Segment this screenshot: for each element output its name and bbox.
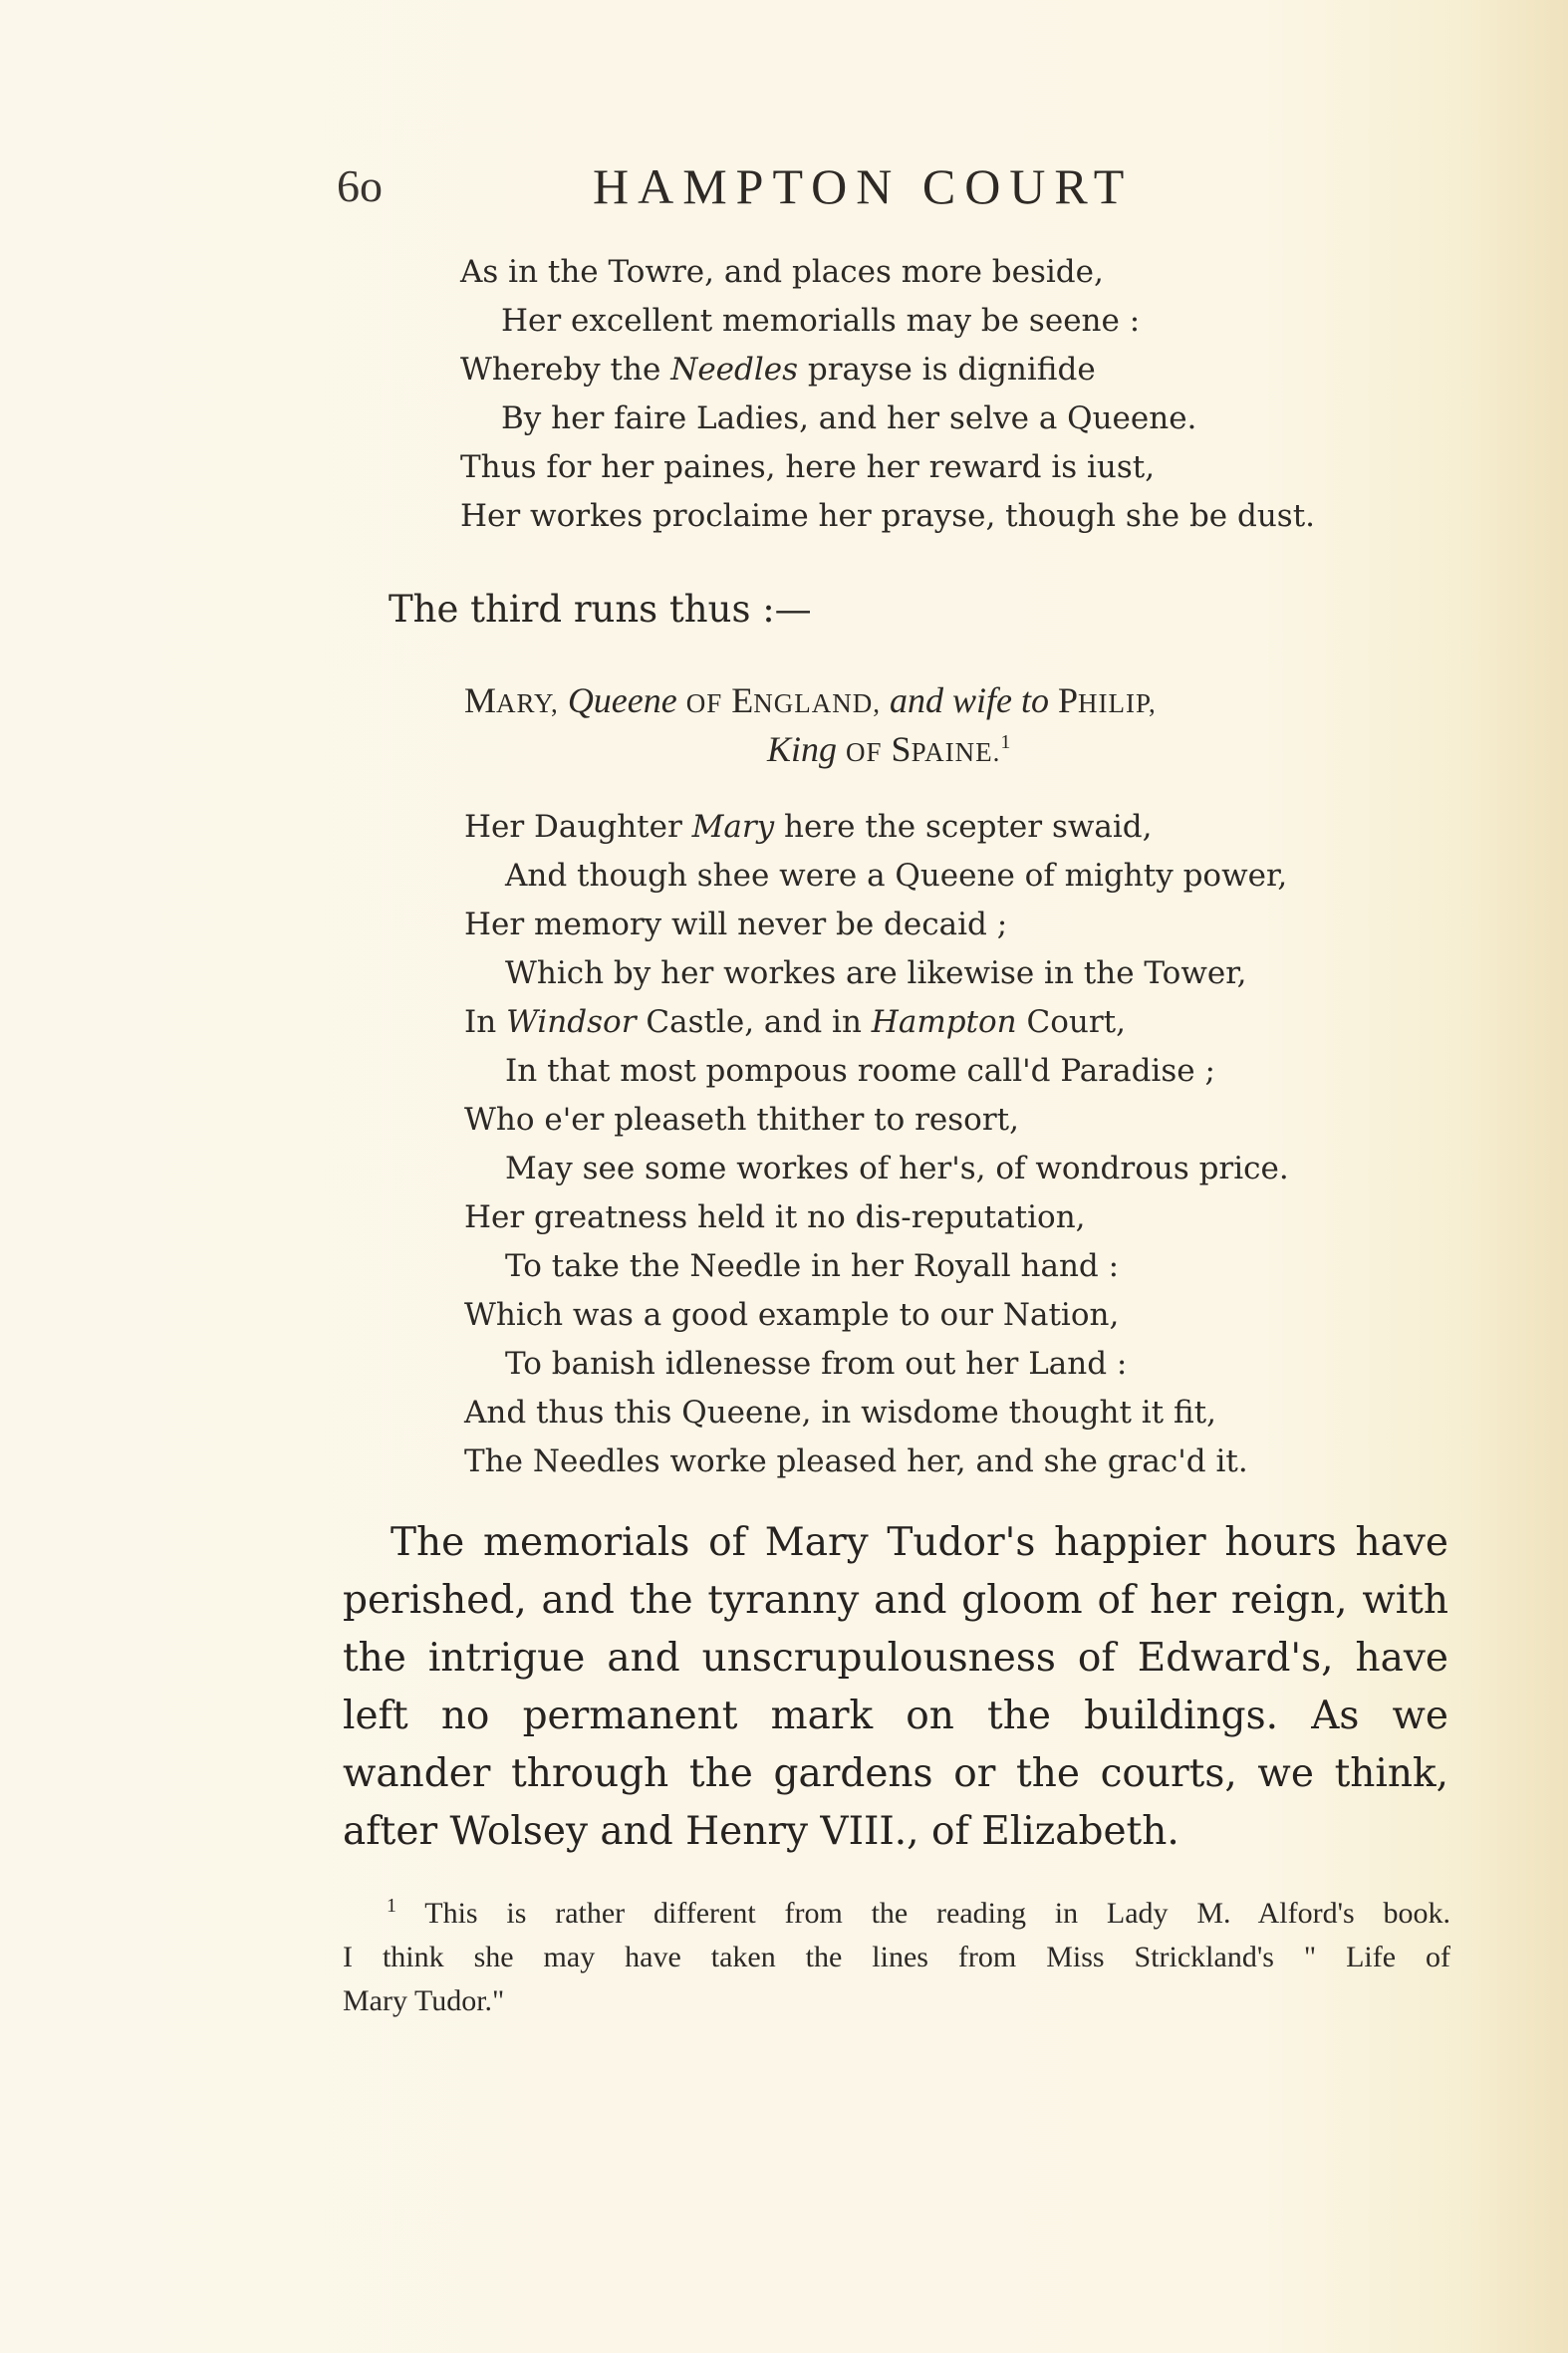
poem-2-line-13: And thus this Queene, in wisdome thought it fit,: [464, 1395, 1216, 1431]
running-title: HAMPTON COURT: [593, 158, 1134, 214]
poem-2-line-10: To take the Needle in her Royall hand :: [505, 1248, 1120, 1284]
prose-line-4: left no permanent mark on the buildings. As we: [343, 1694, 1448, 1738]
intro-line: The third runs thus :—: [389, 588, 812, 631]
poem-2-line-12: To banish idlenesse from out her Land :: [505, 1346, 1128, 1382]
footnote-marker: 1: [387, 1895, 396, 1917]
poem-2-line-2: And though shee were a Queene of mighty power,: [505, 858, 1288, 894]
poem-1-line-2: Her excellent memorialls may be seene :: [501, 303, 1141, 339]
footnote-line-3: Mary Tudor.": [343, 1984, 505, 2017]
poem-2-line-11: Which was a good example to our Nation,: [464, 1297, 1120, 1333]
prose-line-3: the intrigue and unscrupulousness of Edward's, have: [343, 1636, 1448, 1681]
poem-2-title-line-1: MARY, Queene OF ENGLAND, and wife to PHILIP,: [464, 680, 1157, 720]
poem-1-italic-needles: Needles: [670, 352, 799, 388]
poem-1-line-1: As in the Towre, and places more beside,: [460, 254, 1104, 290]
poem-2-line-5: In Windsor Castle, and in Hampton Court,: [464, 1004, 1126, 1040]
footnote-line-1: $^1$ This is rather different from the reading in Lady M. Alford's book.: [387, 1895, 1451, 1930]
prose-line-1: The memorials of Mary Tudor's happier hours have: [391, 1520, 1448, 1565]
prose-line-6: after Wolsey and Henry VIII., of Elizabeth.: [343, 1809, 1179, 1854]
poem-2-line-7: Who e'er pleaseth thither to resort,: [464, 1102, 1019, 1138]
poem-2-line-9: Her greatness held it no dis-reputation,: [464, 1199, 1086, 1235]
poem-2-line-1: Her Daughter Mary here the scepter swaid,: [464, 809, 1153, 845]
poem-2-line-3: Her memory will never be decaid ;: [464, 907, 1008, 942]
poem-1-line-5: Thus for her paines, here her reward is iust,: [460, 449, 1156, 485]
poem-2-line-14: The Needles worke pleased her, and she grac'd it.: [464, 1443, 1248, 1479]
poem-2-line-8: May see some workes of her's, of wondrous price.: [505, 1151, 1289, 1186]
poem-2-line-4: Which by her workes are likewise in the Tower,: [505, 955, 1247, 991]
poem-1-line-6: Her workes proclaime her prayse, though she be dust.: [460, 498, 1316, 534]
prose-line-2: perished, and the tyranny and gloom of her reign, with: [343, 1578, 1448, 1623]
poem-1-line-4: By her faire Ladies, and her selve a Queene.: [501, 400, 1197, 436]
footnote-reference: 1: [1000, 731, 1011, 753]
footnote-line-2: I think she may have taken the lines from Miss Strickland's " Life of: [343, 1941, 1450, 1973]
page-number: 6o: [337, 160, 383, 211]
prose-line-5: wander through the gardens or the courts, we think,: [343, 1751, 1448, 1796]
poem-2-title-line-2: King OF SPAINE.$^1$: [767, 729, 1011, 769]
poem-2-line-6: In that most pompous roome call'd Paradise ;: [505, 1053, 1215, 1089]
poem-1-line-3: Whereby the Needles prayse is dignifide: [460, 352, 1096, 388]
